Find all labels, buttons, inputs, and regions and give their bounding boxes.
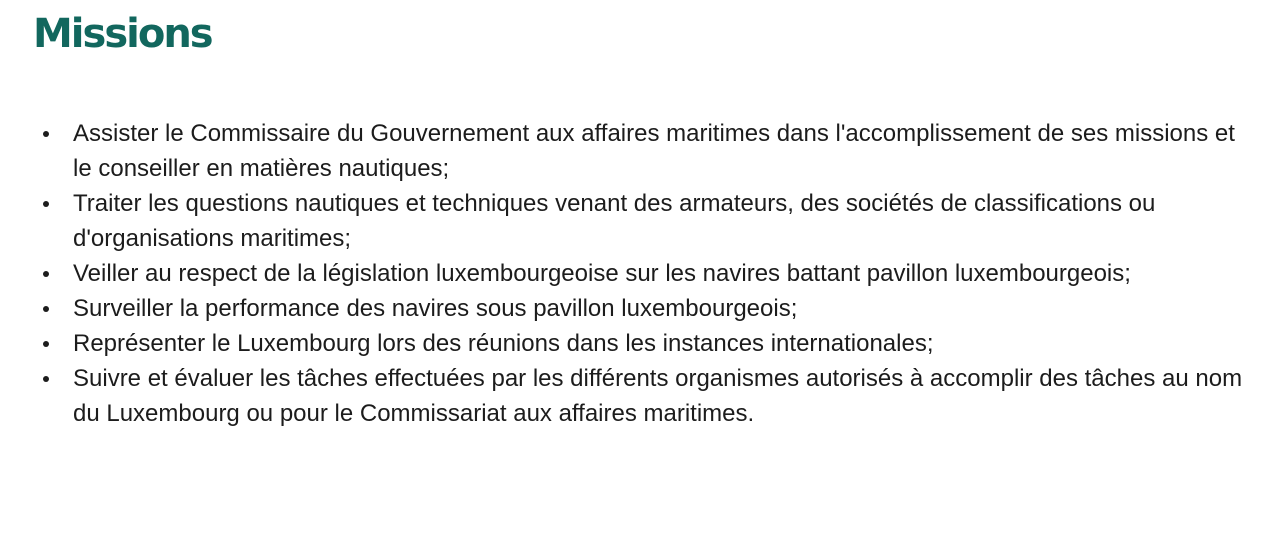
bullet-icon (43, 271, 49, 277)
mission-item (73, 256, 1258, 291)
bullet-icon (43, 341, 49, 347)
mission-text: Veiller au respect de la législation luxembourgeoise sur les navires battant pavillon luxembourgeois; (73, 260, 1131, 287)
bullet-icon (43, 131, 49, 137)
mission-item (73, 291, 1258, 326)
bullet-icon (43, 376, 49, 382)
mission-item (73, 361, 1258, 431)
mission-text: Traiter les questions nautiques et techniques venant des armateurs, des sociétés de classifications ou d'organisations maritimes; (73, 190, 1156, 252)
mission-item (73, 186, 1258, 256)
mission-item (73, 326, 1258, 361)
section-title: Missions (33, 11, 212, 57)
bullet-icon (43, 306, 49, 312)
bullet-icon (43, 201, 49, 207)
mission-text: Représenter le Luxembourg lors des réunions dans les instances internationales; (73, 330, 934, 357)
mission-text: Surveiller la performance des navires sous pavillon luxembourgeois; (73, 295, 798, 322)
mission-text: Suivre et évaluer les tâches effectuées par les différents organismes autorisés à accomplir des tâches au nom du Luxembourg ou pour le Commissariat aux affaires maritimes. (73, 365, 1243, 427)
mission-item (73, 116, 1258, 186)
mission-text: Assister le Commissaire du Gouvernement aux affaires maritimes dans l'accomplissement de ses missions et le conseiller en matières nautiques; (73, 120, 1235, 182)
missions-list (73, 116, 1258, 431)
